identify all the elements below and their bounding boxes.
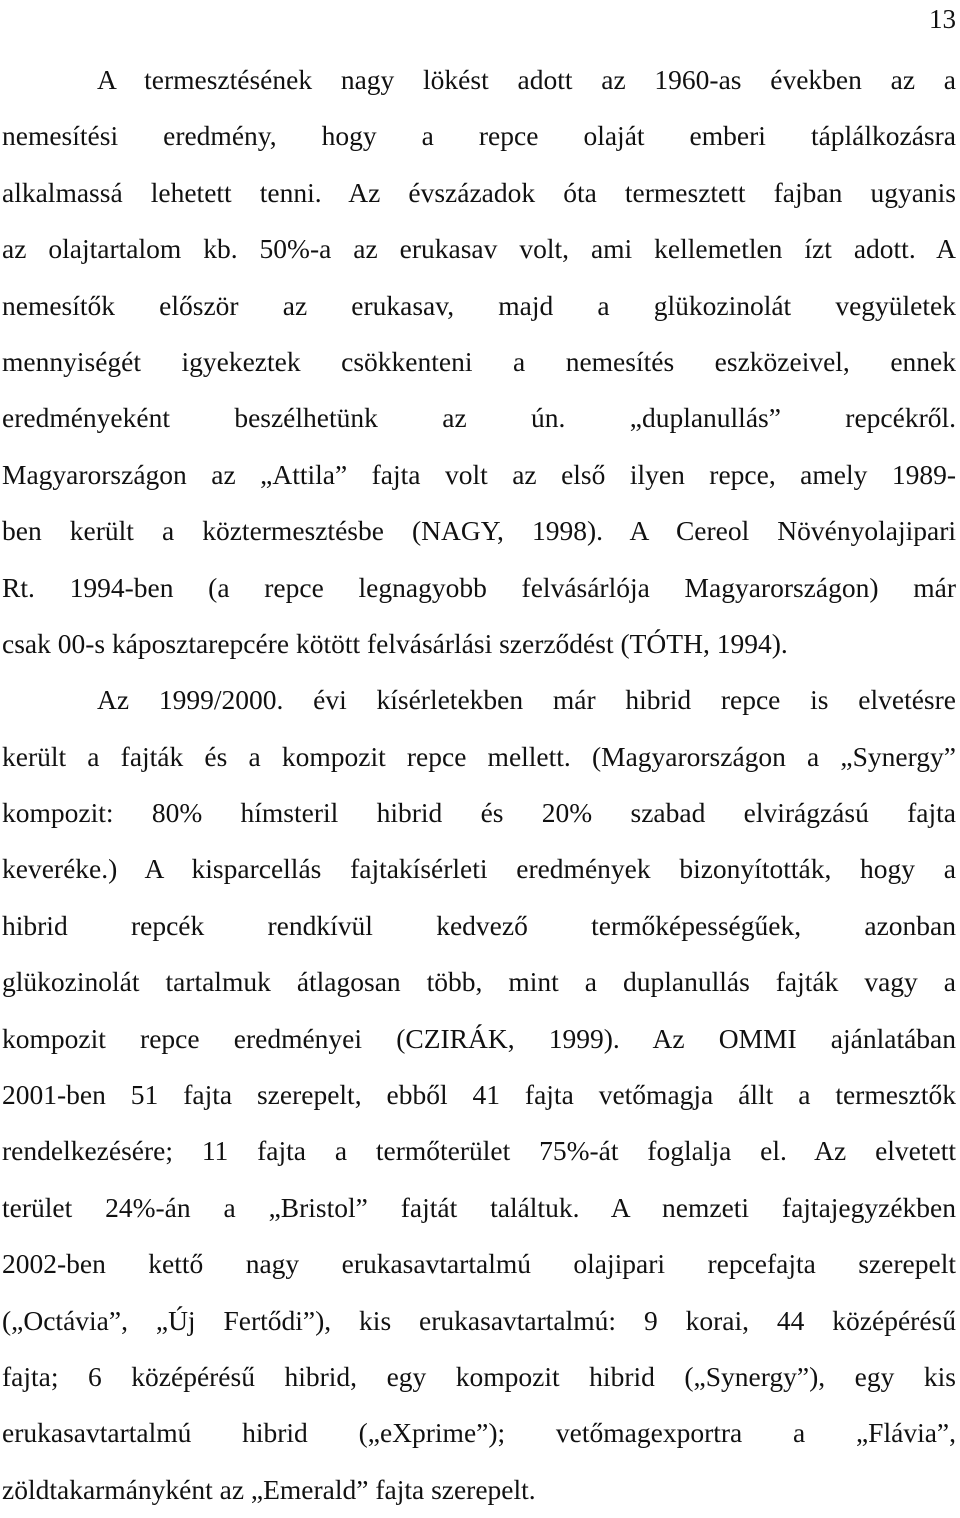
document-body bbox=[2, 52, 956, 1518]
text-line: csak 00-s káposztarepcére kötött felvásárlási szerződést (TÓTH, 1994). bbox=[2, 627, 788, 659]
text-line: kompozit: 80% hímsteril hibrid és 20% szabad elvirágzású fajta bbox=[2, 797, 956, 829]
text-line: („Octávia”, „Új Fertődi”), kis erukasavtartalmú: 9 korai, 44 középérésű bbox=[2, 1304, 956, 1336]
text-line: alkalmassá lehetett tenni. Az évszázadok óta termesztett fajban ugyanis bbox=[2, 176, 956, 208]
text-line: 2001-ben 51 fajta szerepelt, ebből 41 fajta vetőmagja állt a termesztők bbox=[2, 1079, 956, 1111]
text-line: került a fajták és a kompozit repce mellett. (Magyarországon a „Synergy” bbox=[2, 740, 956, 772]
text-line: glükozinolát tartalmuk átlagosan több, mint a duplanullás fajták vagy a bbox=[2, 966, 956, 998]
page-number: 13 bbox=[929, 4, 956, 34]
text-line: keveréke.) A kisparcellás fajtakísérleti eredmények bizonyították, hogy a bbox=[2, 853, 956, 885]
text-line: Az 1999/2000. évi kísérletekben már hibrid repce is elvetésre bbox=[97, 684, 956, 716]
text-line: rendelkezésére; 11 fajta a termőterület 75%-át foglalja el. Az elvetett bbox=[2, 1135, 956, 1167]
text-line: az olajtartalom kb. 50%-a az erukasav volt, ami kellemetlen ízt adott. A bbox=[2, 233, 956, 265]
text-line: Rt. 1994-ben (a repce legnagyobb felvásárlója Magyarországon) már bbox=[2, 571, 956, 603]
text-line: zöldtakarmányként az „Emerald” fajta szerepelt. bbox=[2, 1473, 536, 1505]
text-line: terület 24%-án a „Bristol” fajtát találtuk. A nemzeti fajtajegyzékben bbox=[2, 1191, 956, 1223]
text-line: ben került a köztermesztésbe (NAGY, 1998). A Cereol Növényolajipari bbox=[2, 515, 956, 547]
text-line: kompozit repce eredményei (CZIRÁK, 1999). Az OMMI ajánlatában bbox=[2, 1022, 956, 1054]
text-line: erukasavtartalmú hibrid („eXprime”); vetőmagexportra a „Flávia”, bbox=[2, 1417, 956, 1449]
text-line: nemesítési eredmény, hogy a repce olaját emberi táplálkozásra bbox=[2, 120, 956, 152]
text-line: 2002-ben kettő nagy erukasavtartalmú olajipari repcefajta szerepelt bbox=[2, 1248, 956, 1280]
text-line: fajta; 6 középérésű hibrid, egy kompozit hibrid („Synergy”), egy kis bbox=[2, 1360, 956, 1392]
text-line: A termesztésének nagy lökést adott az 1960-as években az a bbox=[97, 64, 956, 95]
text-line: mennyiségét igyekeztek csökkenteni a nemesítés eszközeivel, ennek bbox=[2, 345, 956, 377]
text-line: nemesítők először az erukasav, majd a glükozinolát vegyületek bbox=[2, 289, 956, 321]
text-line: eredményeként beszélhetünk az ún. „duplanullás” repcékről. bbox=[2, 402, 956, 434]
text-line: hibrid repcék rendkívül kedvező termőképességűek, azonban bbox=[2, 909, 956, 941]
text-line: Magyarországon az „Attila” fajta volt az első ilyen repce, amely 1989- bbox=[2, 458, 956, 490]
